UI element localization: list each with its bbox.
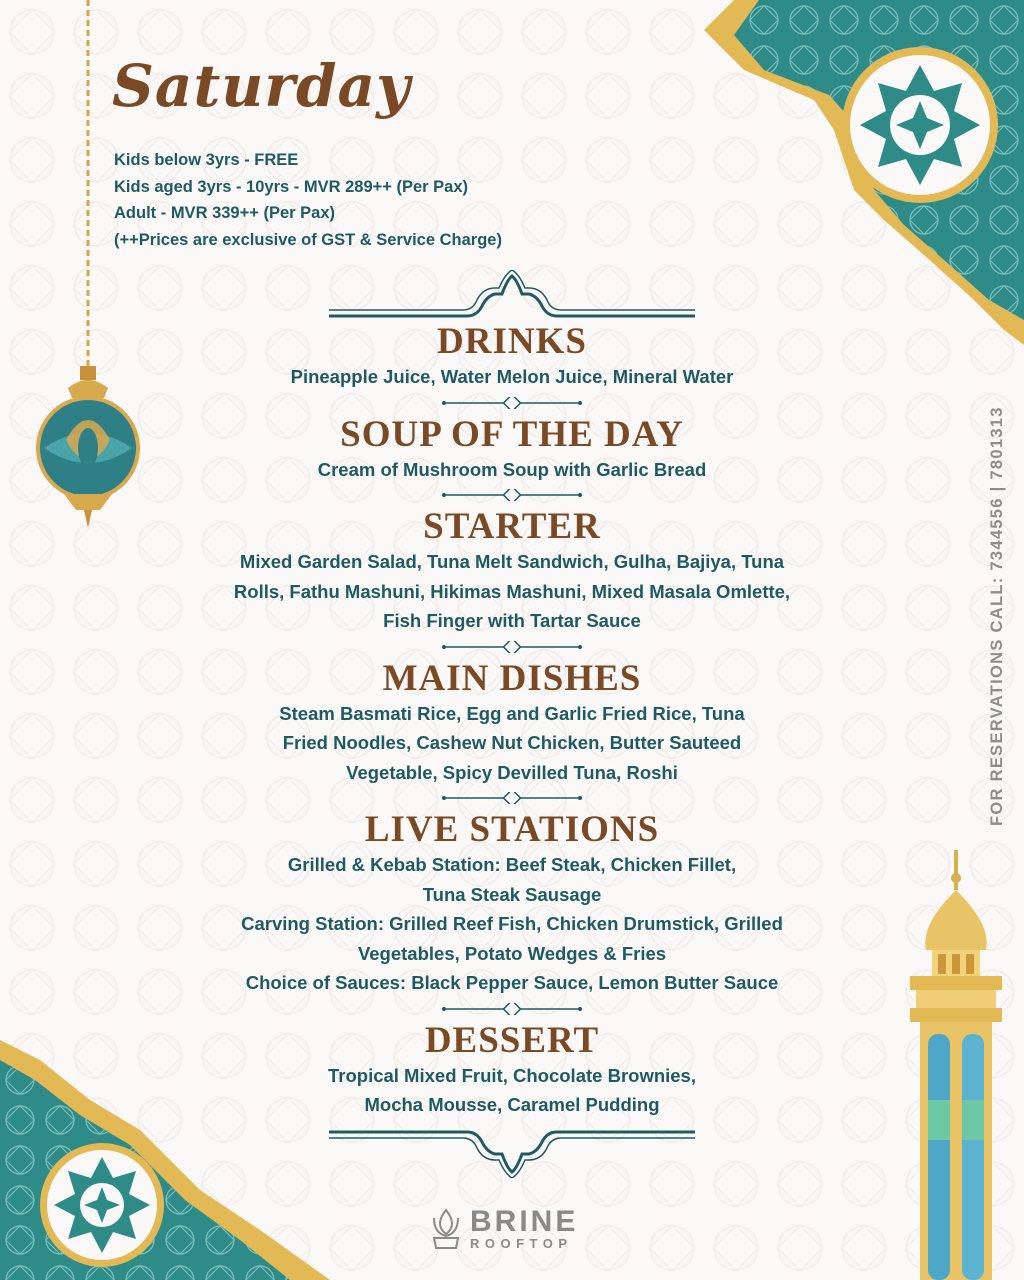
section-title: LIVE STATIONS <box>364 809 660 850</box>
price-note: (++Prices are exclusive of GST & Service Charge) <box>114 230 502 249</box>
brine-logo-icon <box>428 1206 464 1254</box>
minaret-icon <box>906 850 1006 1280</box>
section-title: DRINKS <box>437 321 587 362</box>
section-line: Grilled & Kebab Station: Beef Steak, Chicken Fillet, <box>287 854 737 875</box>
section-line: Mixed Garden Salad, Tuna Melt Sandwich, Gulha, Bajiya, Tuna <box>239 551 785 572</box>
price-adult: Adult - MVR 339++ (Per Pax) <box>114 204 335 222</box>
section-line: Tropical Mixed Fruit, Chocolate Brownies, <box>327 1064 696 1086</box>
section-title: SOUP OF THE DAY <box>340 413 684 455</box>
section-title: MAIN DISHES <box>382 657 642 699</box>
frame-top-ornament <box>327 270 697 322</box>
section-line: Vegetable, Spicy Devilled Tuna, Roshi <box>346 761 678 783</box>
price-kids-free: Kids below 3yrs - FREE <box>114 151 299 169</box>
reservations-text: FOR RESERVATIONS CALL: 7344556 | 7801313 <box>988 406 1006 826</box>
section-line: Vegetables, Potato Wedges & Fries <box>357 942 667 964</box>
brand-logo <box>428 1206 578 1254</box>
section-line: Pineapple Juice, Water Melon Juice, Mineral Water <box>290 366 734 387</box>
day-title: Saturday <box>112 52 411 120</box>
menu-section-dessert <box>180 1021 844 1120</box>
divider-ornament <box>442 792 582 804</box>
menu <box>180 270 844 1178</box>
section-line: Tuna Steak Sausage <box>422 883 602 905</box>
section-line: Fish Finger with Tartar Sauce <box>383 610 641 631</box>
section-line: Choice of Sauces: Black Pepper Sauce, Lemon Butter Sauce <box>245 972 779 993</box>
section-line: Fried Noodles, Cashew Nut Chicken, Butter Sauteed <box>282 732 742 753</box>
menu-section-main-dishes <box>180 659 844 788</box>
menu-section-live-stations <box>180 810 844 998</box>
frame-bottom-ornament <box>327 1126 697 1178</box>
menu-section-starter <box>180 507 844 636</box>
brand-text <box>470 1205 579 1252</box>
section-line: Rolls, Fathu Mashuni, Hikimas Mashuni, Mixed Masala Omlette, <box>233 580 791 602</box>
price-kids: Kids aged 3yrs - 10yrs - MVR 289++ (Per Pax) <box>114 177 469 196</box>
divider-ornament <box>442 1003 582 1015</box>
price-list <box>114 147 502 253</box>
divider-ornament <box>442 641 582 653</box>
divider-ornament <box>442 489 582 501</box>
section-line: Cream of Mushroom Soup with Garlic Bread <box>317 458 707 480</box>
section-line: Steam Basmati Rice, Egg and Garlic Fried Rice, Tuna <box>279 702 745 724</box>
section-line: Carving Station: Grilled Reef Fish, Chicken Drumstick, Grilled <box>241 913 783 934</box>
menu-section-drinks <box>180 322 844 392</box>
brand-sub: ROOFTOP <box>470 1236 573 1251</box>
section-line: Mocha Mousse, Caramel Pudding <box>364 1094 660 1115</box>
brand-name: BRINE <box>470 1205 579 1238</box>
section-title: DESSERT <box>424 1019 600 1061</box>
menu-section-soup <box>180 415 844 485</box>
section-title: STARTER <box>423 506 601 547</box>
divider-ornament <box>442 397 582 409</box>
